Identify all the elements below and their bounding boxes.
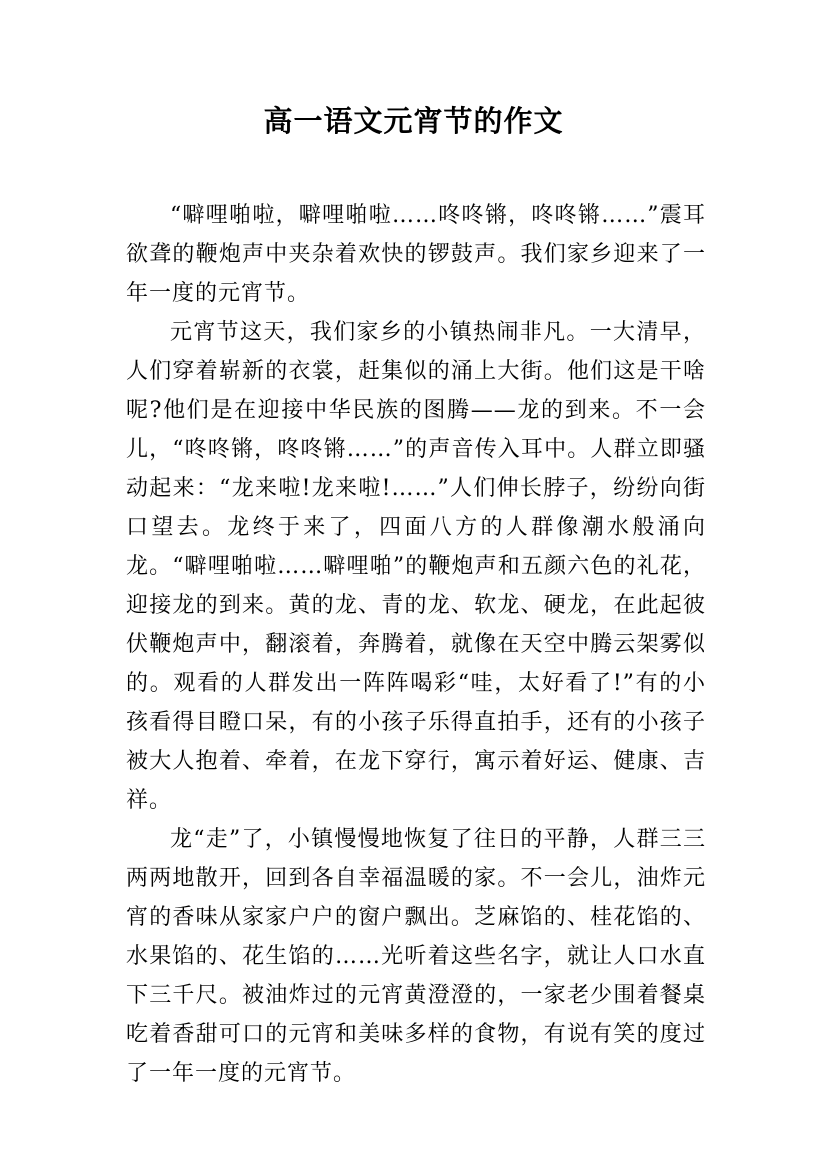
paragraph-1: “噼哩啪啦，噼哩啪啦……咚咚锵，咚咚锵……”震耳欲聋的鞭炮声中夹杂着欢快的锣鼓声。我们家乡迎来了一年一度的元宵节。	[126, 203, 706, 306]
paragraph-3: 龙“走”了，小镇慢慢地恢复了往日的平静，人群三三两两地散开，回到各自幸福温暖的家。不一会儿，油炸元宵的香味从家家户户的窗户飘出。芝麻馅的、桂花馅的、水果馅的、花生馅的……光听着这些名字，就让人口水直下三千尺。被油炸过的元宵黄澄澄的，一家老少围着餐桌吃着香甜可口的元宵和美味多样的食物，有说有笑的度过了一年一度的元宵节。	[126, 827, 706, 1086]
paragraph-2: 元宵节这天，我们家乡的小镇热闹非凡。一大清早，人们穿着崭新的衣裳，赶集似的涌上大街。他们这是干啥呢?他们是在迎接中华民族的图腾——龙的到来。不一会儿，“咚咚锵，咚咚锵……”的声音传入耳中。人群立即骚动起来：“龙来啦!龙来啦!……”人们伸长脖子，纷纷向街口望去。龙终于来了，四面八方的人群像潮水般涌向龙。“噼哩啪啦……噼哩啪”的鞭炮声和五颜六色的礼花，迎接龙的到来。黄的龙、青的龙、软龙、硬龙，在此起彼伏鞭炮声中，翻滚着，奔腾着，就像在天空中腾云架雾似的。观看的人群发出一阵阵喝彩“哇，太好看了!”有的小孩看得目瞪口呆，有的小孩子乐得直拍手，还有的小孩子被大人抱着、牵着，在龙下穿行，寓示着好运、健康、吉祥。	[126, 320, 706, 813]
essay-body	[126, 196, 706, 1093]
document-title: 高一语文元宵节的作文	[263, 104, 564, 138]
